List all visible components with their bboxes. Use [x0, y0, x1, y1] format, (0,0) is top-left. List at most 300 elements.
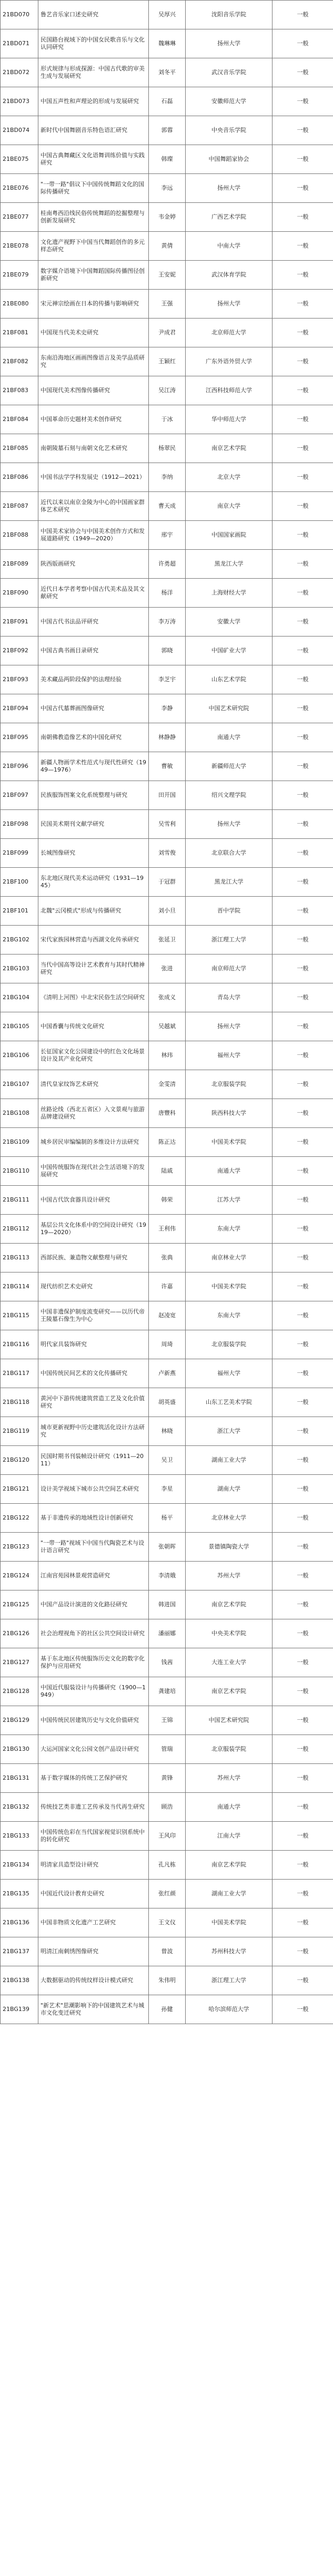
project-title: 基于东北地区传统服饰历史文化的数字化保护与应用研究: [38, 1648, 149, 1677]
project-code: 21BG115: [1, 1301, 38, 1330]
table-row: [1, 723, 333, 752]
project-title: 设计美学视域下城市公共空间艺术研究: [38, 1475, 149, 1504]
project-title: "一带一路"倡议下中国传统舞蹈文化的国际传播研究: [38, 174, 149, 203]
table-row: [1, 550, 333, 579]
project-code: 21BG105: [1, 1012, 38, 1041]
table-row: [1, 145, 333, 174]
project-category: 一般: [273, 1272, 333, 1301]
project-leader: 王利伟: [149, 1215, 186, 1244]
project-institution: 绍兴文理学院: [186, 781, 273, 810]
table-row: [1, 1041, 333, 1070]
project-category: 一般: [273, 1157, 333, 1186]
project-code: 21BE078: [1, 232, 38, 261]
project-leader: 刘雪俊: [149, 839, 186, 868]
project-category: 一般: [273, 694, 333, 723]
project-institution: 武汉音乐学院: [186, 58, 273, 87]
project-leader: 潘丽娜: [149, 1619, 186, 1648]
project-institution: 扬州大学: [186, 290, 273, 319]
project-leader: 郭蓉: [149, 116, 186, 145]
project-leader: 孔凡栋: [149, 1851, 186, 1880]
project-leader: 韦金婷: [149, 203, 186, 232]
project-code: 21BF091: [1, 608, 38, 637]
project-code: 21BF098: [1, 810, 38, 839]
table-row: [1, 1648, 333, 1677]
table-row: [1, 232, 333, 261]
table-row: [1, 1099, 333, 1128]
project-code: 21BG112: [1, 1215, 38, 1244]
table-row: [1, 1359, 333, 1388]
project-category: 一般: [273, 1359, 333, 1388]
project-leader: 张典: [149, 1244, 186, 1272]
project-title: 基层公共文化体系中的空间设计研究（1919—2020）: [38, 1215, 149, 1244]
project-code: 21BG114: [1, 1272, 38, 1301]
project-institution: 浙江理工大学: [186, 1966, 273, 1995]
project-institution: 北京大学: [186, 463, 273, 492]
project-code: 21BG139: [1, 1995, 38, 2024]
table-row: [1, 1301, 333, 1330]
project-leader: 石磊: [149, 87, 186, 116]
project-category: 一般: [273, 665, 333, 694]
table-row: [1, 434, 333, 463]
project-title: 大数据驱动的传统纹样设计模式研究: [38, 1966, 149, 1995]
project-institution: 广东外语外贸大学: [186, 347, 273, 376]
project-code: 21BF090: [1, 579, 38, 608]
project-institution: 南京师范大学: [186, 955, 273, 983]
table-row: [1, 405, 333, 434]
project-leader: 金雯清: [149, 1070, 186, 1099]
project-institution: 中央音乐学院: [186, 116, 273, 145]
project-category: 一般: [273, 1735, 333, 1764]
project-code: 21BF086: [1, 463, 38, 492]
project-leader: 尹成君: [149, 319, 186, 347]
table-row: [1, 1706, 333, 1735]
project-leader: 管瑞: [149, 1735, 186, 1764]
project-code: 21BG132: [1, 1793, 38, 1822]
table-row: [1, 1157, 333, 1186]
project-leader: 李星: [149, 1475, 186, 1504]
project-category: 一般: [273, 1215, 333, 1244]
project-institution: 南京艺术学院: [186, 1677, 273, 1706]
project-title: 基于数字媒体的传统工艺保护研究: [38, 1764, 149, 1793]
project-leader: 黄倩: [149, 232, 186, 261]
table-row: [1, 1417, 333, 1446]
project-leader: 张朝晖: [149, 1533, 186, 1562]
project-code: 21BG109: [1, 1128, 38, 1157]
project-code: 21BF096: [1, 752, 38, 781]
project-code: 21BE075: [1, 145, 38, 174]
project-code: 21BG104: [1, 983, 38, 1012]
project-leader: 吴厚兴: [149, 1, 186, 29]
project-category: 一般: [273, 1446, 333, 1475]
project-leader: 李万涛: [149, 608, 186, 637]
project-leader: 林静静: [149, 723, 186, 752]
project-code: 21BD074: [1, 116, 38, 145]
project-title: "一带一路"视域下中国当代陶瓷艺术与设计语言研究: [38, 1533, 149, 1562]
project-title: 传统技艺类非遗工艺传承及当代再生研究: [38, 1793, 149, 1822]
project-code: 21BF097: [1, 781, 38, 810]
table-row: [1, 1735, 333, 1764]
project-leader: 许勇超: [149, 550, 186, 579]
project-institution: 南通大学: [186, 1793, 273, 1822]
project-code: 21BF085: [1, 434, 38, 463]
project-category: 一般: [273, 781, 333, 810]
project-institution: 北京林业大学: [186, 1504, 273, 1533]
project-institution: 武汉体育学院: [186, 261, 273, 290]
project-title: 中国书法学学科发展史（1912—2021）: [38, 463, 149, 492]
project-category: 一般: [273, 1, 333, 29]
project-category: 一般: [273, 29, 333, 58]
project-title: 民国美术期刊文献学研究: [38, 810, 149, 839]
project-leader: 许嘉: [149, 1272, 186, 1301]
project-code: 21BG106: [1, 1041, 38, 1070]
project-leader: 韩进国: [149, 1590, 186, 1619]
table-row: [1, 1764, 333, 1793]
project-leader: 李清娥: [149, 1562, 186, 1590]
table-row: [1, 1128, 333, 1157]
project-code: 21BE076: [1, 174, 38, 203]
project-category: 一般: [273, 1388, 333, 1417]
project-code: 21BG116: [1, 1330, 38, 1359]
project-title: 黄河中下游传统建筑营造工艺及文化价值研究: [38, 1388, 149, 1417]
project-category: 一般: [273, 1504, 333, 1533]
project-institution: 福州大学: [186, 1359, 273, 1388]
project-leader: 刘冬平: [149, 58, 186, 87]
project-leader: 曹敏: [149, 752, 186, 781]
project-title: 中国近代服装设计与传播研究（1900—1949）: [38, 1677, 149, 1706]
project-title: 数字媒介语境下中国舞蹈国际传播图径创新研究: [38, 261, 149, 290]
project-category: 一般: [273, 1330, 333, 1359]
project-code: 21BG113: [1, 1244, 38, 1272]
table-row: [1, 203, 333, 232]
project-leader: 林玮: [149, 1041, 186, 1070]
project-leader: 张进: [149, 955, 186, 983]
project-category: 一般: [273, 810, 333, 839]
project-institution: 大连工业大学: [186, 1648, 273, 1677]
project-category: 一般: [273, 1880, 333, 1908]
project-code: 21BF083: [1, 376, 38, 405]
project-code: 21BG108: [1, 1099, 38, 1128]
project-institution: 北京服装学院: [186, 1735, 273, 1764]
project-leader: 赵凌宽: [149, 1301, 186, 1330]
project-leader: 孙健: [149, 1995, 186, 2024]
project-title: 长征国家文化公园建设中的红色文化场景设计及其产业化研究: [38, 1041, 149, 1070]
project-category: 一般: [273, 116, 333, 145]
table-row: [1, 1590, 333, 1619]
table-row: [1, 1793, 333, 1822]
project-code: 21BG118: [1, 1388, 38, 1417]
project-category: 一般: [273, 1590, 333, 1619]
table-row: [1, 897, 333, 926]
table-row: [1, 1677, 333, 1706]
project-category: 一般: [273, 579, 333, 608]
project-category: 一般: [273, 1937, 333, 1966]
project-leader: 魏琳琳: [149, 29, 186, 58]
project-institution: 湖南工业大学: [186, 1880, 273, 1908]
table-row: [1, 319, 333, 347]
project-leader: 李静: [149, 694, 186, 723]
project-category: 一般: [273, 897, 333, 926]
table-row: [1, 1822, 333, 1851]
project-title: 鲁艺音乐家口述史研究: [38, 1, 149, 29]
project-code: 21BD073: [1, 87, 38, 116]
project-title: 宋元禅宗绘画在日本的传播与影响研究: [38, 290, 149, 319]
project-leader: 李芝宇: [149, 665, 186, 694]
project-code: 21BF087: [1, 492, 38, 521]
project-institution: 安徽师范大学: [186, 87, 273, 116]
project-institution: 北京服装学院: [186, 1330, 273, 1359]
project-institution: 江苏大学: [186, 1186, 273, 1215]
table-row: [1, 752, 333, 781]
project-category: 一般: [273, 261, 333, 290]
table-row: [1, 1475, 333, 1504]
project-title: 中国古代饮食器具设计研究: [38, 1186, 149, 1215]
project-institution: 华中师范大学: [186, 405, 273, 434]
project-title: 大运河国家文化公园文创产品设计研究: [38, 1735, 149, 1764]
project-title: 新疆人物画学术性范式与现代性研究（1949—1976）: [38, 752, 149, 781]
project-code: 21BF081: [1, 319, 38, 347]
table-row: [1, 174, 333, 203]
project-institution: 中国艺术研究院: [186, 694, 273, 723]
project-category: 一般: [273, 492, 333, 521]
project-institution: 哈尔滨师范大学: [186, 1995, 273, 2024]
project-title: 民国路台视域下的中国女民歌音乐与文化认同研究: [38, 29, 149, 58]
project-title: 中国传统服饰在现代社会生活语境下的发展研究: [38, 1157, 149, 1186]
project-institution: 南京艺术学院: [186, 434, 273, 463]
project-code: 21BG110: [1, 1157, 38, 1186]
project-leader: 韩璨: [149, 145, 186, 174]
table-row: [1, 261, 333, 290]
project-category: 一般: [273, 1908, 333, 1937]
table-row: [1, 290, 333, 319]
project-table-body: [1, 1, 333, 2024]
project-category: 一般: [273, 1619, 333, 1648]
project-category: 一般: [273, 1995, 333, 2024]
project-institution: 山东艺术学院: [186, 665, 273, 694]
project-institution: 南通大学: [186, 723, 273, 752]
table-row: [1, 810, 333, 839]
project-category: 一般: [273, 550, 333, 579]
project-title: 明代家具装饰研究: [38, 1330, 149, 1359]
table-row: [1, 1330, 333, 1359]
table-row: [1, 87, 333, 116]
project-leader: 杨平: [149, 1504, 186, 1533]
project-title: 西部民族、兼造物文献整理与研究: [38, 1244, 149, 1272]
project-code: 21BG134: [1, 1851, 38, 1880]
project-code: 21BG138: [1, 1966, 38, 1995]
project-title: 南朝佛教造像艺术的中国化研究: [38, 723, 149, 752]
project-leader: 田开国: [149, 781, 186, 810]
project-title: 新时代中国舞剧音乐特色语汇研究: [38, 116, 149, 145]
project-category: 一般: [273, 1128, 333, 1157]
table-row: [1, 955, 333, 983]
project-code: 21BG128: [1, 1677, 38, 1706]
project-leader: 胡英盛: [149, 1388, 186, 1417]
project-institution: 南京艺术学院: [186, 1851, 273, 1880]
project-institution: 南通大学: [186, 1157, 273, 1186]
project-institution: 广西艺术学院: [186, 203, 273, 232]
table-row: [1, 1388, 333, 1417]
project-title: 基于非遗传承的地域性设计创新研究: [38, 1504, 149, 1533]
project-category: 一般: [273, 1648, 333, 1677]
project-code: 21BF088: [1, 521, 38, 550]
table-row: [1, 463, 333, 492]
project-category: 一般: [273, 839, 333, 868]
project-leader: 周琦: [149, 1330, 186, 1359]
project-institution: 扬州大学: [186, 29, 273, 58]
project-title: 东南沿海地区画画图像语言及美学品质研究: [38, 347, 149, 376]
project-institution: 南京林业大学: [186, 1244, 273, 1272]
project-title: 明清江南刺绣图像研究: [38, 1937, 149, 1966]
project-code: 21BG117: [1, 1359, 38, 1388]
project-leader: 钱茜: [149, 1648, 186, 1677]
table-row: [1, 1186, 333, 1215]
project-title: 民族服饰图案文化系统整理与研究: [38, 781, 149, 810]
project-institution: 苏州大学: [186, 1562, 273, 1590]
project-code: 21BG137: [1, 1937, 38, 1966]
project-title: 中国现代美术图像传播研究: [38, 376, 149, 405]
project-code: 21BG135: [1, 1880, 38, 1908]
project-title: 清代皇家纹饰艺术研究: [38, 1070, 149, 1099]
table-row: [1, 492, 333, 521]
project-institution: 中国艺术研究院: [186, 1706, 273, 1735]
project-institution: 北京师范大学: [186, 319, 273, 347]
project-title: 中国非物质文化遗产工艺研究: [38, 1908, 149, 1937]
project-title: 文化遗产视野下中国当代舞蹈创作的多元样态研究: [38, 232, 149, 261]
table-row: [1, 868, 333, 897]
project-title: 桂南粤西沿线民俗传统舞蹈的挖掘整理与创新发展研究: [38, 203, 149, 232]
table-row: [1, 1995, 333, 2024]
project-leader: 于冰: [149, 405, 186, 434]
project-institution: 山东工艺美术学院: [186, 1388, 273, 1417]
project-category: 一般: [273, 723, 333, 752]
project-leader: 吴越斌: [149, 1012, 186, 1041]
project-institution: 陕西科技大学: [186, 1099, 273, 1128]
table-row: [1, 781, 333, 810]
project-code: 21BF082: [1, 347, 38, 376]
project-category: 一般: [273, 1677, 333, 1706]
project-code: 21BF099: [1, 839, 38, 868]
project-code: 21BD072: [1, 58, 38, 87]
project-institution: 安徽大学: [186, 608, 273, 637]
project-category: 一般: [273, 983, 333, 1012]
project-institution: 中国矿业大学: [186, 637, 273, 665]
project-category: 一般: [273, 521, 333, 550]
project-category: 一般: [273, 405, 333, 434]
project-leader: 曾波: [149, 1937, 186, 1966]
project-code: 21BF092: [1, 637, 38, 665]
project-title: 长城图像研究: [38, 839, 149, 868]
project-leader: 卢新燕: [149, 1359, 186, 1388]
project-title: 当代中国高等设计艺术教育与其时代精神研究: [38, 955, 149, 983]
project-leader: 曹天成: [149, 492, 186, 521]
project-leader: 邢宇: [149, 521, 186, 550]
project-title: 近代日本学者考察中国古代美术品及其文献研究: [38, 579, 149, 608]
project-code: 21BF093: [1, 665, 38, 694]
project-code: 21BG119: [1, 1417, 38, 1446]
project-category: 一般: [273, 1562, 333, 1590]
table-row: [1, 1012, 333, 1041]
project-code: 21BG130: [1, 1735, 38, 1764]
project-category: 一般: [273, 290, 333, 319]
project-code: 21BF095: [1, 723, 38, 752]
project-category: 一般: [273, 463, 333, 492]
table-row: [1, 1, 333, 29]
project-code: 21BD071: [1, 29, 38, 58]
table-row: [1, 1504, 333, 1533]
project-institution: 南京艺术学院: [186, 1590, 273, 1619]
table-row: [1, 926, 333, 955]
project-institution: 南京大学: [186, 492, 273, 521]
project-category: 一般: [273, 232, 333, 261]
project-title: 中国香囊与传统文化研究: [38, 1012, 149, 1041]
project-title: 宋代家族园林营造与西湖文化传承研究: [38, 926, 149, 955]
project-institution: 北京服装学院: [186, 1070, 273, 1099]
project-institution: 晋中学院: [186, 897, 273, 926]
project-title: 中国古典舞藏区文化语舞训练价值与实践研究: [38, 145, 149, 174]
table-row: [1, 1619, 333, 1648]
project-code: 21BF101: [1, 897, 38, 926]
project-code: 21BE077: [1, 203, 38, 232]
project-title: 美术藏品两阶段保护的法理经验: [38, 665, 149, 694]
project-institution: 中国国家画院: [186, 521, 273, 550]
project-title: 中国古代墓葬画图像研究: [38, 694, 149, 723]
project-category: 一般: [273, 1822, 333, 1851]
project-title: 中国传统民居建筑历史与文化价值研究: [38, 1706, 149, 1735]
project-code: 21BG133: [1, 1822, 38, 1851]
project-institution: 苏州大学: [186, 1764, 273, 1793]
table-row: [1, 983, 333, 1012]
project-title: 中国革命历史题材美术创作研究: [38, 405, 149, 434]
project-institution: 扬州大学: [186, 1012, 273, 1041]
table-row: [1, 1966, 333, 1995]
table-row: [1, 665, 333, 694]
project-code: 21BF094: [1, 694, 38, 723]
project-code: 21BG123: [1, 1533, 38, 1562]
table-row: [1, 1244, 333, 1272]
project-title: 民国时期书刊装帧设计研究（1911—2011）: [38, 1446, 149, 1475]
project-title: 现代纺织艺术史研究: [38, 1272, 149, 1301]
project-institution: 湖南工业大学: [186, 1446, 273, 1475]
table-row: [1, 608, 333, 637]
project-title: 江南宫苑园林景观营造研究: [38, 1562, 149, 1590]
project-title: 明清家具造型设计研究: [38, 1851, 149, 1880]
project-title: 中国传统民间艺术的文化传播研究: [38, 1359, 149, 1388]
project-title: 中国产品设计演进的文化路径研究: [38, 1590, 149, 1619]
project-institution: 黑龙江大学: [186, 550, 273, 579]
project-category: 一般: [273, 1070, 333, 1099]
project-leader: 陆戚: [149, 1157, 186, 1186]
project-category: 一般: [273, 1793, 333, 1822]
project-code: 21BG102: [1, 926, 38, 955]
project-institution: 景德镇陶瓷大学: [186, 1533, 273, 1562]
project-title: 丝路论线（西北五省区）入文景观与旅游品牌建设研究: [38, 1099, 149, 1128]
project-category: 一般: [273, 608, 333, 637]
project-leader: 杨洋: [149, 579, 186, 608]
project-leader: 吴雪利: [149, 810, 186, 839]
project-category: 一般: [273, 319, 333, 347]
project-leader: 于冠群: [149, 868, 186, 897]
project-leader: 王强: [149, 290, 186, 319]
project-category: 一般: [273, 1475, 333, 1504]
project-category: 一般: [273, 434, 333, 463]
project-code: 21BG120: [1, 1446, 38, 1475]
table-row: [1, 1272, 333, 1301]
project-category: 一般: [273, 955, 333, 983]
project-code: 21BG125: [1, 1590, 38, 1619]
project-category: 一般: [273, 1533, 333, 1562]
project-code: 21BF084: [1, 405, 38, 434]
project-category: 一般: [273, 926, 333, 955]
